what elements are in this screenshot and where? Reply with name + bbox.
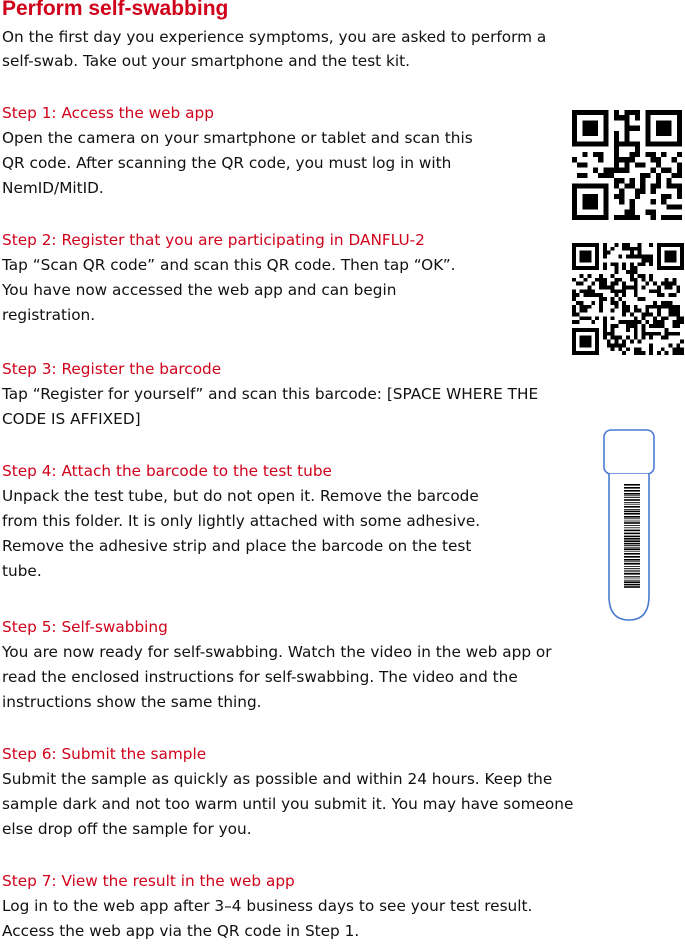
step-2-heading: Step 2: Register that you are participating in DANFLU-2	[2, 231, 425, 249]
step-4-line-1: Unpack the test tube, but do not open it. Remove the barcode	[2, 487, 479, 505]
step-6-line-1: Submit the sample as quickly as possible and within 24 hours. Keep the	[2, 770, 553, 788]
step-5-line-1: You are now ready for self-swabbing. Watch the video in the web app or	[2, 643, 552, 661]
step-2-line-1: Tap “Scan QR code” and scan this QR code. Then tap “OK”.	[2, 256, 456, 274]
step-5-line-3: instructions show the same thing.	[2, 693, 262, 711]
step-6-heading: Step 6: Submit the sample	[2, 745, 207, 763]
step-1-qr-code-icon[interactable]	[572, 110, 682, 220]
step-7-line-2: Access the web app via the QR code in Step 1.	[2, 922, 360, 940]
step-1-line-3: NemID/MitID.	[2, 179, 104, 197]
intro-line-1: On the first day you experience symptoms, you are asked to perform a	[2, 28, 547, 46]
step-5-line-2: read the enclosed instructions for self-swabbing. The video and the	[2, 668, 518, 686]
step-3-line-1: Tap “Register for yourself” and scan this barcode: [SPACE WHERE THE	[2, 385, 539, 403]
step-4-heading: Step 4: Attach the barcode to the test tube	[2, 462, 332, 480]
test-tube-barcode-icon	[600, 428, 658, 622]
step-6-line-2: sample dark and not too warm until you submit it. You may have someone	[2, 795, 574, 813]
step-7-heading: Step 7: View the result in the web app	[2, 872, 295, 890]
step-2-qr-code-icon[interactable]	[572, 243, 684, 355]
step-1-line-2: QR code. After scanning the QR code, you must log in with	[2, 154, 452, 172]
step-1-heading: Step 1: Access the web app	[2, 104, 214, 122]
step-7-line-1: Log in to the web app after 3–4 business days to see your test result.	[2, 897, 533, 915]
step-4-line-4: tube.	[2, 562, 42, 580]
step-1-line-1: Open the camera on your smartphone or tablet and scan this	[2, 129, 473, 147]
step-6-line-3: else drop off the sample for you.	[2, 820, 252, 838]
page-title: Perform self-swabbing	[2, 0, 229, 20]
step-4-line-2: from this folder. It is only lightly attached with some adhesive.	[2, 512, 481, 530]
step-3-heading: Step 3: Register the barcode	[2, 360, 222, 378]
step-2-line-2: You have now accessed the web app and can begin	[2, 281, 397, 299]
step-3-line-2: CODE IS AFFIXED]	[2, 410, 141, 428]
step-4-line-3: Remove the adhesive strip and place the barcode on the test	[2, 537, 472, 555]
step-5-heading: Step 5: Self-swabbing	[2, 618, 168, 636]
intro-line-2: self-swab. Take out your smartphone and the test kit.	[2, 52, 411, 70]
step-2-line-3: registration.	[2, 306, 96, 324]
